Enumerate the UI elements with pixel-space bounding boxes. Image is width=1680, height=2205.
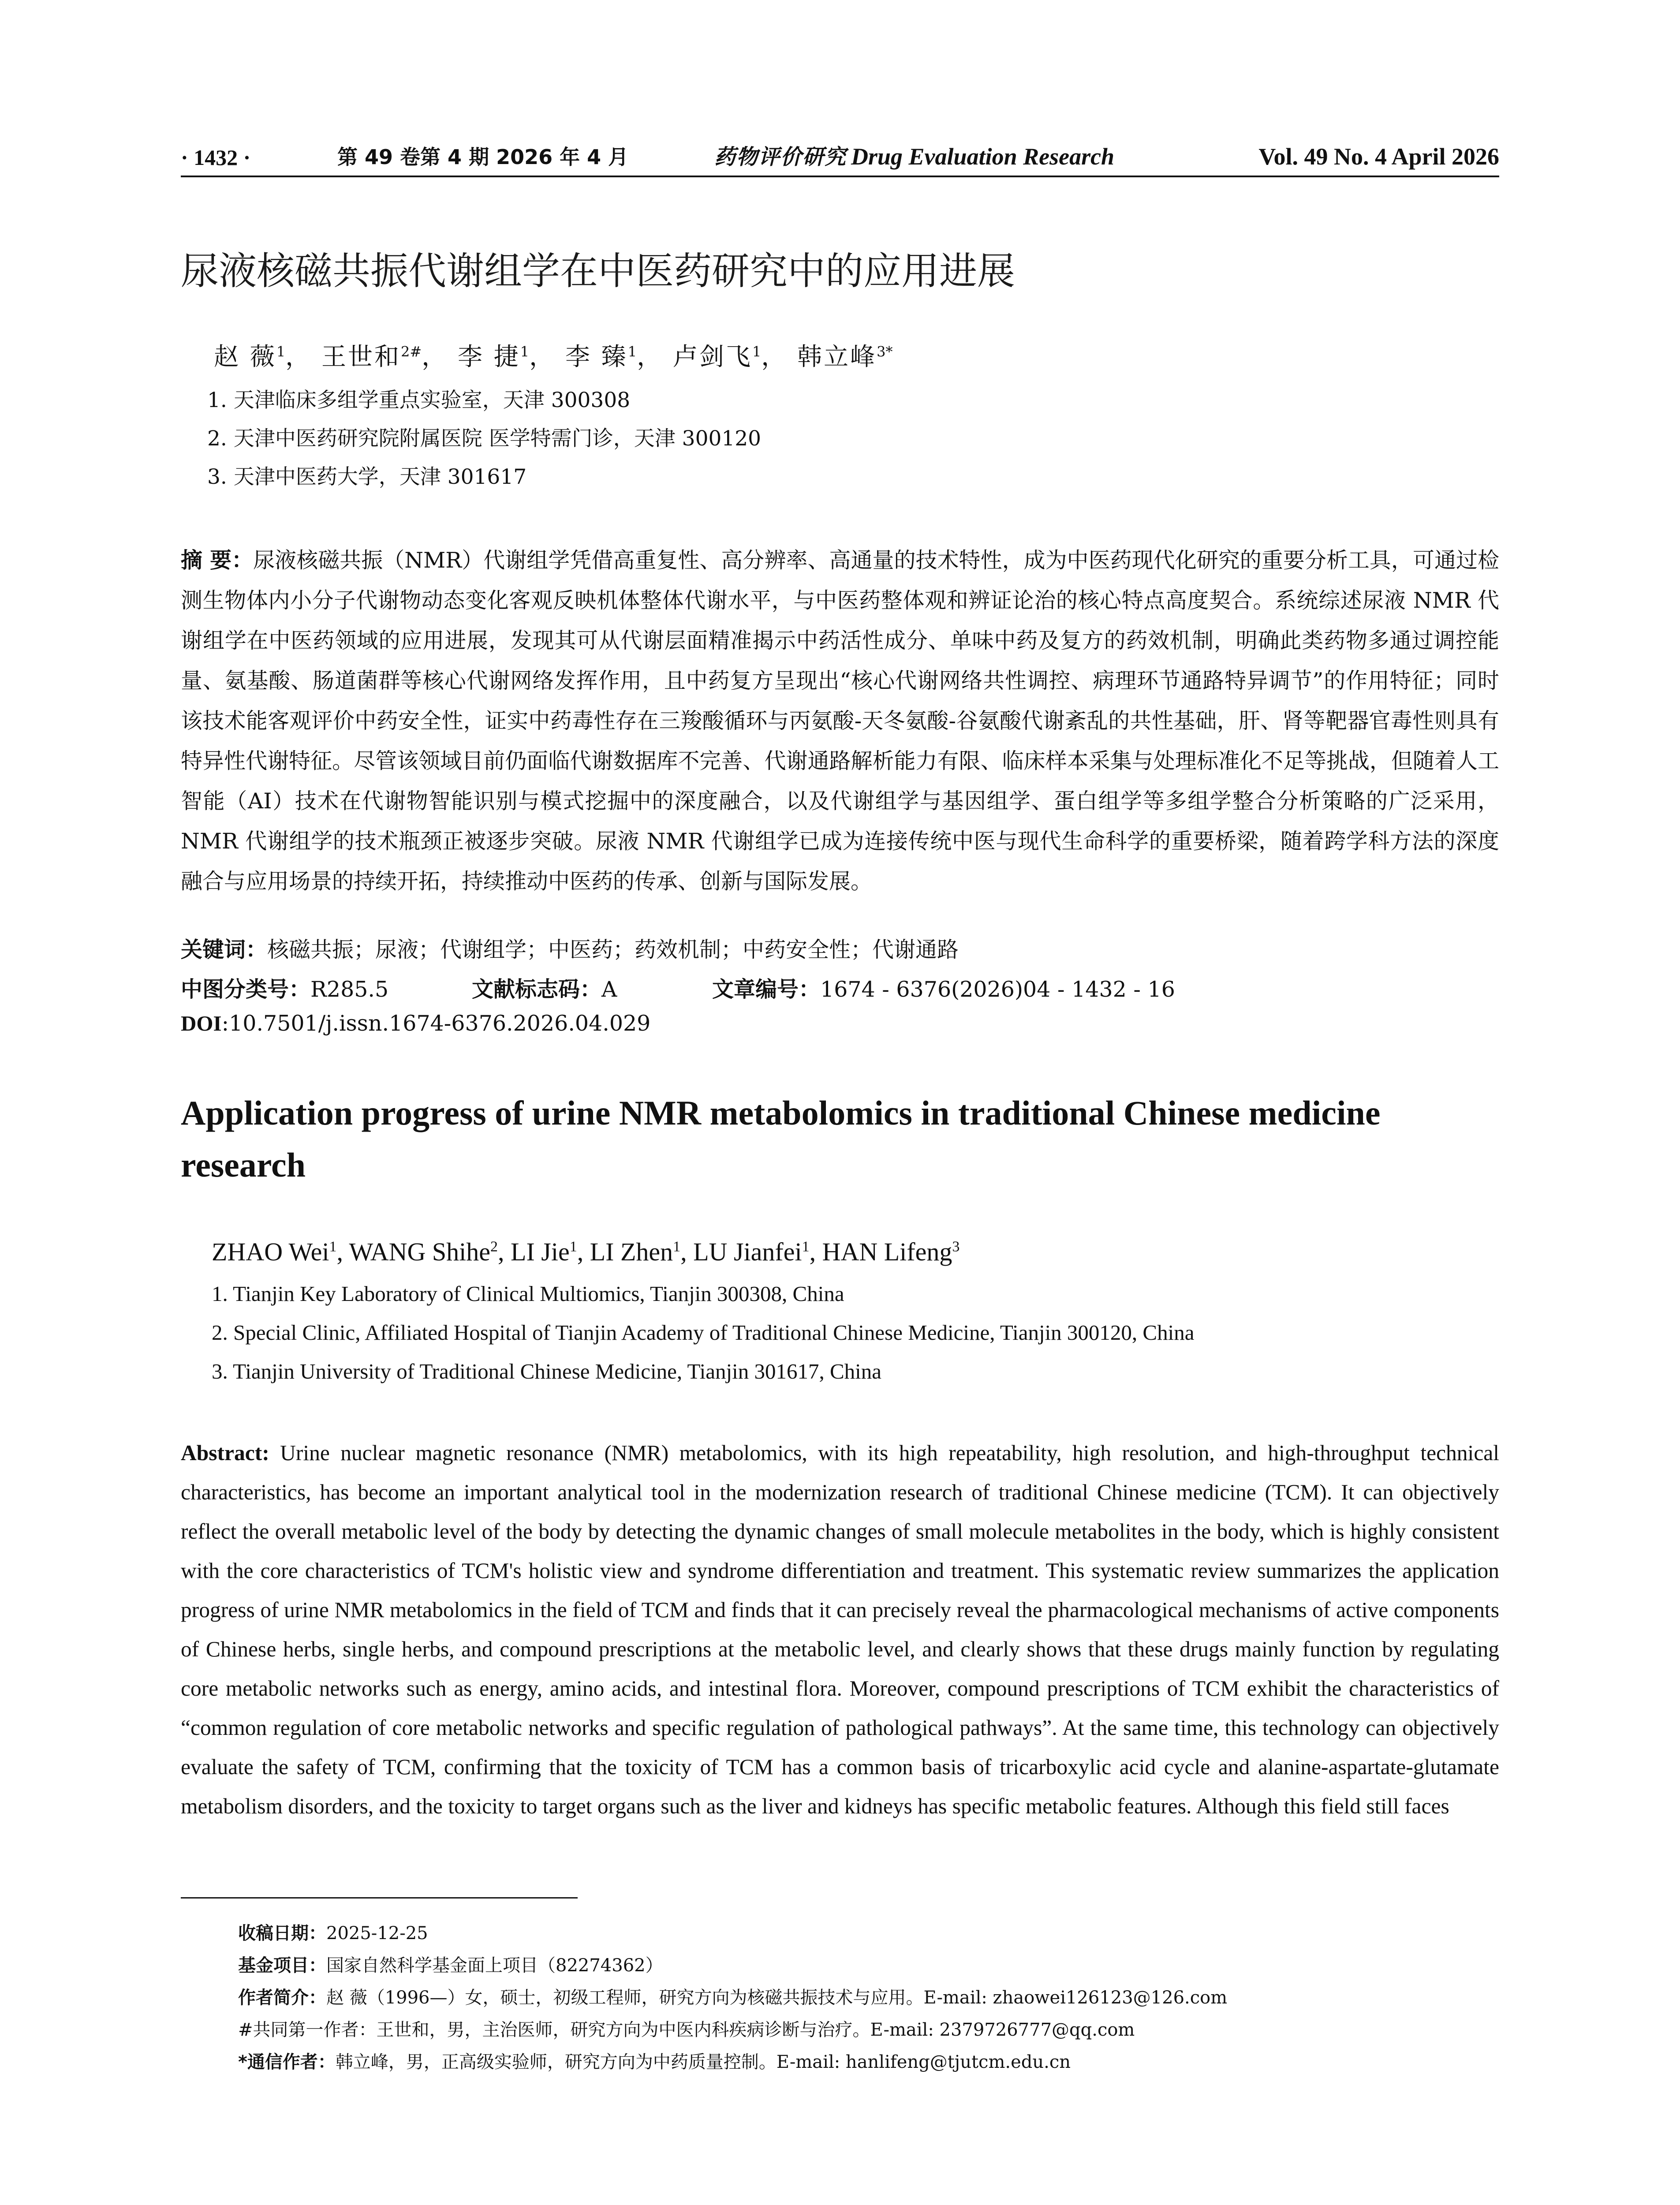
- abstract-label-en: Abstract:: [181, 1441, 269, 1465]
- author-affil-mark: 1: [673, 1238, 681, 1255]
- author-name: HAN Lifeng: [822, 1237, 952, 1266]
- author-name: 赵 薇: [214, 343, 276, 371]
- affiliation-cn: 3. 天津中医药大学，天津 301617: [207, 465, 527, 489]
- footnote-author-bio: [238, 1984, 1227, 2009]
- author-affil-mark: 1: [802, 1238, 810, 1255]
- footnote-text: 韩立峰，男，正高级实验师，研究方向为中药质量控制。E-mail: hanlifeng@tjutcm.edu.cn: [335, 2052, 1071, 2072]
- author-name: LU Jianfei: [693, 1237, 802, 1266]
- journal-logo: 药物评价研究: [714, 145, 847, 169]
- footnote-label: 基金项目：: [238, 1955, 326, 1976]
- header-rule: [181, 176, 1499, 177]
- keywords-label: 关键词：: [181, 937, 268, 962]
- author-name: 李 捷: [457, 343, 520, 371]
- doc-code-label: 文献标志码：: [472, 977, 602, 1002]
- footnote-rule: [181, 1897, 578, 1899]
- author-affil-mark: 1: [276, 343, 286, 360]
- doc-code-value: A: [601, 977, 617, 1002]
- author-affil-mark: 3*: [877, 343, 893, 360]
- author-name: 韩立峰: [797, 343, 877, 371]
- author-affil-mark: 1: [627, 343, 637, 360]
- footnote-fund: [238, 1951, 663, 1977]
- author-name: 李 臻: [565, 343, 628, 371]
- abstract-en: [181, 1433, 1499, 1826]
- doi-label: DOI: [181, 1011, 222, 1035]
- doi-link[interactable]: :10.7501/j.issn.1674-6376.2026.04.029: [221, 1011, 651, 1036]
- abstract-cn: [181, 540, 1499, 901]
- journal-name: Drug Evaluation Research: [851, 143, 1115, 170]
- author-affil-mark: 1: [329, 1238, 337, 1255]
- footnote-co-first-author: [238, 2016, 1135, 2041]
- affiliation-en: 1. Tianjin Key Laboratory of Clinical Multiomics, Tianjin 300308, China: [212, 1282, 844, 1306]
- author-affil-mark: 2#: [400, 343, 422, 360]
- author-name: LI Jie: [511, 1237, 570, 1266]
- author-name: 王世和: [321, 343, 401, 371]
- abstract-text-en: Urine nuclear magnetic resonance (NMR) metabolomics, with its high repeatability, high resolution, and high-throughput technical characteristics, has become an important analytical tool in the modernization research of traditional Chinese medicine (TCM). It can objectively reflect the overall metabolic level of the body by detecting the dynamic changes of small molecule metabolites in the body, which is highly consistent with the core characteristics of TCM's holistic view and syndrome differentiation and treatment. This systematic review summarizes the application progress of urine NMR metabolomics in the field of TCM and finds that it can precisely reveal the pharmacological mechanisms of active components of Chinese herbs, single herbs, and compound prescriptions at the metabolic level, and clearly shows that these drugs mainly function by regulating core metabolic networks such as energy, amino acids, and intestinal flora. Moreover, compound prescriptions of TCM exhibit the characteristics of “common regulation of core metabolic networks and specific regulation of pathological pathways”. At the same time, this technology can objectively evaluate the safety of TCM, confirming that the toxicity of TCM has a common basis of tricarboxylic acid cycle and alanine-aspartate-glutamate metabolism disorders, and the toxicity to target organs such as the liver and kidneys has specific metabolic features. Although this field still faces: [181, 1441, 1500, 1818]
- abstract-text-cn: 尿液核磁共振（NMR）代谢组学凭借高重复性、高分辨率、高通量的技术特性，成为中医药现代化研究的重要分析工具，可通过检测生物体内小分子代谢物动态变化客观反映机体整体代谢水平，与中医药整体观和辨证论治的核心特点高度契合。系统综述尿液 NMR 代谢组学在中医药领域的应用进展，发现其可从代谢层面精准揭示中药活性成分、单味中药及复方的药效机制，明确此类药物多通过调控能量、氨基酸、肠道菌群等核心代谢网络发挥作用，且中药复方呈现出“核心代谢网络共性调控、病理环节通路特异调节”的作用特征；同时该技术能客观评价中药安全性，证实中药毒性存在三羧酸循环与丙氨酸-天冬氨酸-谷氨酸代谢紊乱的共性基础，肝、肾等靶器官毒性则具有特异性代谢特征。尽管该领域目前仍面临代谢数据库不完善、代谢通路解析能力有限、临床样本采集与处理标准化不足等挑战，但随着人工智能（AI）技术在代谢物智能识别与模式挖掘中的深度融合，以及代谢组学与基因组学、蛋白组学等多组学整合分析策略的广泛采用，NMR 代谢组学的技术瓶颈正被逐步突破。尿液 NMR 代谢组学已成为连接传统中医与现代生命科学的重要桥梁，随着跨学科方法的深度融合与应用场景的持续开拓，持续推动中医药的传承、创新与国际发展。: [181, 548, 1500, 894]
- keywords-text: 核磁共振；尿液；代谢组学；中医药；药效机制；中药安全性；代谢通路: [267, 937, 959, 962]
- affiliation-en: 3. Tianjin University of Traditional Chinese Medicine, Tianjin 301617, China: [212, 1359, 882, 1383]
- article-no-value: 1674 - 6376(2026)04 - 1432 - 16: [820, 977, 1175, 1002]
- affiliation-en: 2. Special Clinic, Affiliated Hospital of Tianjin Academy of Traditional Chinese Medicine, Tianjin 300120, China: [212, 1320, 1195, 1345]
- abstract-label-cn: 摘 要：: [181, 548, 254, 573]
- footnote-text: 国家自然科学基金面上项目（82274362）: [326, 1955, 663, 1976]
- issue-info-cn: 第 49 卷第 4 期 2026 年 4 月: [337, 145, 629, 169]
- article-no-label: 文章编号：: [712, 977, 821, 1002]
- clc-label: 中图分类号：: [181, 977, 311, 1002]
- author-name: WANG Shihe: [349, 1237, 491, 1266]
- running-header: [181, 141, 1499, 176]
- footnote-received: [238, 1919, 428, 1944]
- keywords-cn: [181, 933, 959, 964]
- page-number: · 1432 ·: [181, 145, 251, 170]
- footnote-text: 赵 薇（1996—）女，硕士，初级工程师，研究方向为核磁共振技术与应用。E-mail: zhaowei126123@126.com: [326, 1988, 1228, 2008]
- footnote-label: *通信作者：: [238, 2052, 336, 2072]
- affiliation-cn: 1. 天津临床多组学重点实验室，天津 300308: [207, 388, 631, 412]
- author-list-en: ZHAO Wei$^1$, WANG Shihe$^2$, LI Jie$^1$, LI Zhen$^1$, LU Jianfei$^1$, HAN Lifeng$^3$: [212, 1237, 960, 1266]
- footnote-text: #共同第一作者：王世和，男，主治医师，研究方向为中医内科疾病诊断与治疗。E-mail: 2379726777@qq.com: [238, 2020, 1135, 2040]
- volume-info: Vol. 49 No. 4 April 2026: [1258, 143, 1499, 170]
- author-affil-mark: 3: [952, 1238, 960, 1255]
- clc-value: R285.5: [310, 977, 389, 1002]
- author-affil-mark: 1: [520, 343, 530, 360]
- author-name: LI Zhen: [590, 1237, 673, 1266]
- author-affil-mark: 2: [490, 1238, 498, 1255]
- doi-line: [181, 1011, 650, 1036]
- author-name: 卢剑飞: [672, 343, 752, 371]
- footnote-label: 作者简介：: [238, 1988, 326, 2008]
- author-list-cn: 赵 薇$^1$， 王世和$^{2\#}$， 李 捷$^1$， 李 臻$^1$， 卢剑飞$^1$， 韩立峰$^{3*}$: [214, 343, 893, 371]
- article-title-cn: 尿液核磁共振代谢组学在中医药研究中的应用进展: [181, 249, 1015, 293]
- affiliation-cn: 2. 天津中医药研究院附属医院 医学特需门诊，天津 300120: [207, 426, 762, 451]
- author-name: ZHAO Wei: [212, 1237, 329, 1266]
- footnote-label: 收稿日期：: [238, 1923, 326, 1943]
- author-affil-mark: 1: [569, 1238, 577, 1255]
- article-title-en: Application progress of urine NMR metabolomics in traditional Chinese medicine research: [181, 1094, 1381, 1184]
- classification-line: [181, 972, 1175, 1003]
- footnote-text: 2025-12-25: [326, 1923, 428, 1943]
- footnote-corresponding: [238, 2048, 1071, 2073]
- author-affil-mark: 1: [752, 343, 762, 360]
